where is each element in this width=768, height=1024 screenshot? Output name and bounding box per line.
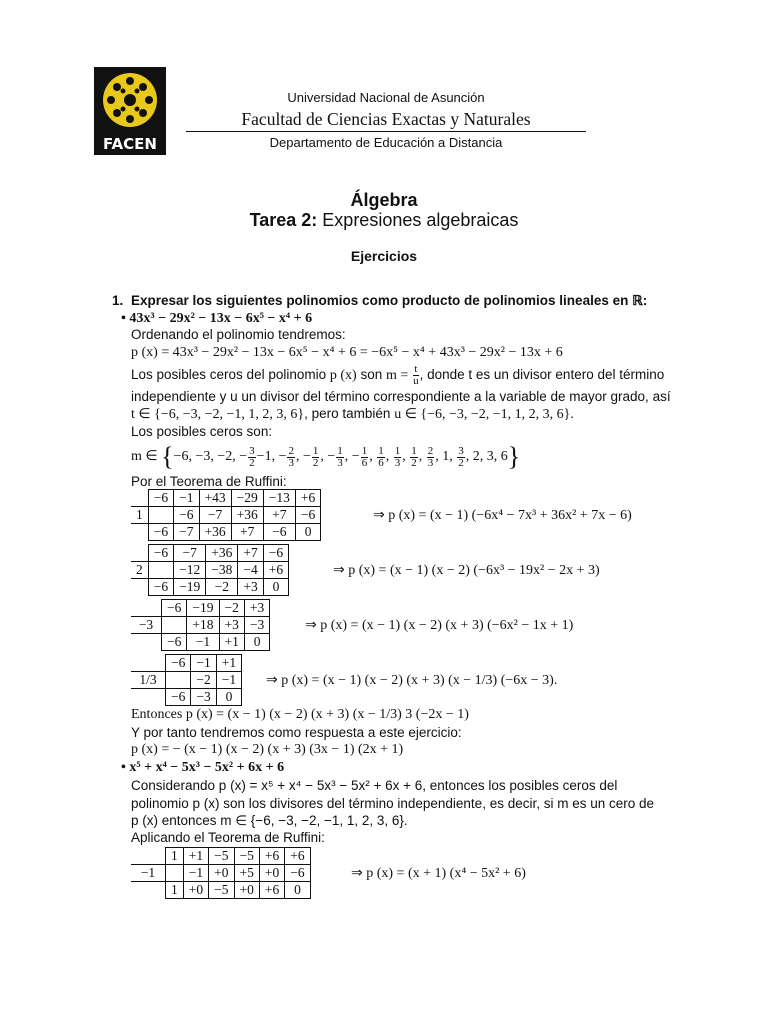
section-title: Ejercicios — [350, 248, 418, 264]
faculty-name: Facultad de Ciencias Exactas y Naturales — [241, 109, 531, 129]
exercise-number: 1. — [112, 293, 124, 308]
university-name: Universidad Nacional de Asunción — [287, 90, 485, 105]
ordered-polynomial: p (x) = 43x³ − 29x² − 13x − 6x⁵ − x⁴ + 6 = −6x⁵ − x⁴ + 43x³ − 29x² − 13x + 6 — [131, 345, 563, 360]
ruffini-table-2: −6 −7 +36 +7 −6 2 −12 −38 −4 +6 −6 −19 −2 +3 0 — [131, 544, 289, 596]
polynomial-b: • x⁵ + x⁴ − 5x³ − 5x² + 6x + 6 — [121, 760, 285, 775]
ruffini-result-4: ⇒ p (x) = (x − 1) (x − 2) (x + 3) (x − 1/3) (−6x − 3). — [266, 673, 558, 688]
possible-zeros-title: Los posibles ceros son: — [131, 424, 273, 439]
facen-logo — [94, 67, 166, 155]
consider-line-3: p (x) entonces m ∈ {−6, −3, −2, −1, 1, 2, 3, 6}. — [131, 813, 408, 828]
consider-line-1: Considerando p (x) = x⁵ + x⁴ − 5x³ − 5x² + 6x + 6, entonces los posibles ceros del — [131, 778, 618, 793]
then-line: Entonces p (x) = (x − 1) (x − 2) (x + 3) (x − 1/3) 3 (−2x − 1) — [131, 707, 469, 722]
therefore-line: Y por tanto tendremos como respuesta a este ejercicio: — [131, 725, 462, 740]
svg-text:FACEN: FACEN — [103, 135, 157, 153]
department-name: Departamento de Educación a Distancia — [269, 135, 503, 150]
ruffini-table-5: 1 +1 −5 −5 +6 +6 −1 −1 +0 +5 +0 −6 1 +0 −5 +0 +6 0 — [131, 847, 311, 899]
subject-title: Álgebra — [350, 190, 418, 210]
header-divider — [186, 131, 586, 132]
ruffini-table-4: −6 −1 +1 1/3 −2 −1 −6 −3 0 — [131, 654, 242, 706]
zeros-line-1: Los posibles ceros del polinomio p (x) son m = $\frac{t}{u}$ , donde t es un divisor entero del término — [131, 363, 665, 387]
possible-zeros-set: m ∈ {−6, −3, −2, − $\frac{3}{2}$ −1, − $\frac{2}{3}$ , − $\frac{1}{2}$ , − $\frac{1}{3}$ , − $\frac{1}{6}$ , $\frac{1}{6}$ , $\frac{1}{3}$ , $\frac{1}{2}$ , $\frac{2}{3}$ , 1, $\frac{3}{2}$ , 2, 3, 6} — [131, 442, 521, 471]
ruffini-table-1: −6 −1 +43 −29 −13 +6 1 −6 −7 +36 +7 −6 −6 −7 +36 +7 −6 0 — [131, 489, 321, 541]
zeros-line-3: t ∈ {−6, −3, −2, −1, 1, 2, 3, 6}, pero también u ∈ {−6, −3, −2, −1, 1, 2, 3, 6}. — [131, 406, 574, 422]
polynomial-a: • 43x³ − 29x² − 13x − 6x⁵ − x⁴ + 6 — [121, 311, 313, 326]
consider-line-2: polinomio p (x) son los divisores del término independiente, es decir, si m es un cero de — [131, 796, 655, 811]
ruffini-table-3: −6 −19 −2 +3 −3 +18 +3 −3 −6 −1 +1 0 — [131, 599, 270, 651]
apply-line: Aplicando el Teorema de Ruffini: — [131, 830, 325, 845]
task-title: Tarea 2: Expresiones algebraicas — [249, 210, 519, 230]
ruffini-result-2: ⇒ p (x) = (x − 1) (x − 2) (−6x³ − 19x² − 2x + 3) — [333, 563, 600, 578]
ruffini-result-5: ⇒ p (x) = (x + 1) (x⁴ − 5x² + 6) — [351, 866, 526, 881]
exercise-statement: Expresar los siguientes polinomios como producto de polinomios lineales en ℝ: — [131, 293, 648, 308]
ruffini-result-1: ⇒ p (x) = (x − 1) (−6x⁴ − 7x³ + 36x² + 7x − 6) — [373, 508, 632, 523]
ruffini-intro: Por el Teorema de Ruffini: — [131, 474, 287, 489]
answer-a: p (x) = − (x − 1) (x − 2) (x + 3) (3x − 1) (2x + 1) — [131, 742, 404, 757]
ruffini-result-3: ⇒ p (x) = (x − 1) (x − 2) (x + 3) (−6x² − 1x + 1) — [305, 618, 574, 633]
zeros-line-2: independiente y u un divisor del término correspondiente a la variable de mayor grado, así — [131, 389, 671, 404]
ordering-text: Ordenando el polinomio tendremos: — [131, 327, 346, 342]
